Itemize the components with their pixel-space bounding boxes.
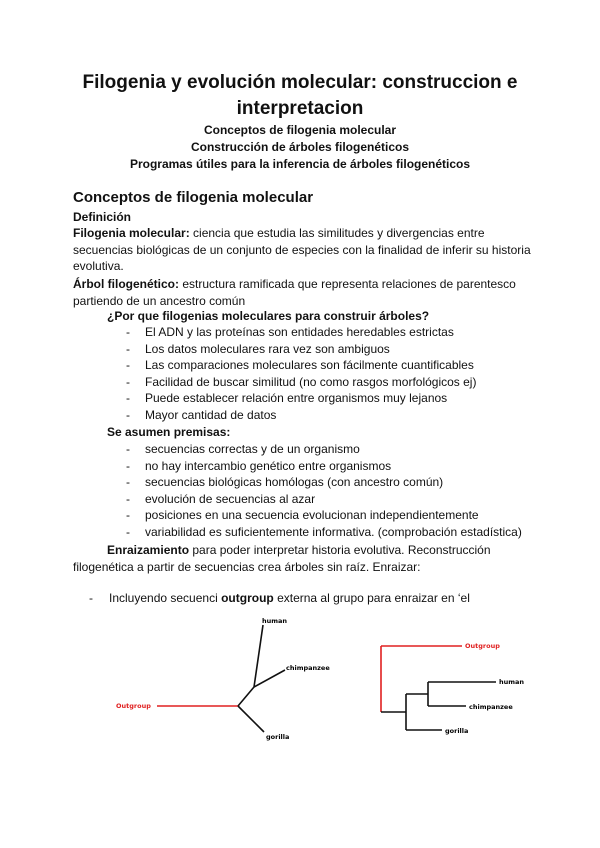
- toc-item[interactable]: Conceptos de filogenia molecular: [203, 123, 397, 137]
- list-item: - Facilidad de buscar similitud (no como rasgos morfológicos ej): [0, 374, 476, 391]
- rooting-paragraph: [73, 542, 533, 575]
- definition-term: Filogenia molecular:: [73, 226, 190, 240]
- tip-label-gorilla: gorilla: [266, 733, 290, 741]
- tip-label-human: human: [262, 617, 288, 625]
- premises-list: [0, 441, 522, 540]
- premises-heading: Se asumen premisas:: [107, 425, 231, 439]
- list-item: - variabilidad es suficientemente informativa. (comprobación estadística): [0, 524, 522, 541]
- list-item: - no hay intercambio genético entre organismos: [0, 458, 522, 475]
- rooted-tree-diagram: [370, 630, 530, 742]
- definition-filogenia: [73, 225, 533, 275]
- subheading-definition: Definición: [73, 210, 132, 224]
- list-item: - secuencias correctas y de un organismo: [0, 441, 522, 458]
- tip-label-chimpanzee: chimpanzee: [469, 703, 513, 711]
- list-item: - secuencias biológicas homólogas (con ancestro común): [0, 474, 522, 491]
- definition-text: estructura ramificada que representa relaciones de parentesco partiendo de un ancestro común: [73, 277, 516, 308]
- tip-label-gorilla: gorilla: [445, 727, 469, 735]
- tip-label-chimpanzee: chimpanzee: [286, 664, 330, 672]
- list-dash: -: [89, 591, 93, 605]
- rooting-term: Enraizamiento: [107, 543, 190, 557]
- tip-label-outgroup: Outgroup: [116, 702, 151, 710]
- why-heading: ¿Por que filogenias moleculares para construir árboles?: [107, 309, 430, 323]
- table-of-contents: [60, 122, 540, 173]
- definition-text: ciencia que estudia las similitudes y divergencias entre secuencias biológicas de un conjunto de especies con la finalidad de inferir su historia evolutiva.: [73, 226, 531, 273]
- outgroup-item-text: Incluyendo secuenci outgroup externa al grupo para enraizar en ‘el: [109, 591, 470, 605]
- list-item: - evolución de secuencias al azar: [0, 491, 522, 508]
- why-list: [0, 324, 476, 423]
- document-title: Filogenia y evolución molecular: construccion e interpretacion: [82, 72, 518, 119]
- branch-chimpanzee: [254, 670, 285, 687]
- list-item: - El ADN y las proteínas son entidades heredables estrictas: [0, 324, 476, 341]
- branch-human: [254, 625, 263, 687]
- toc-item[interactable]: Programas útiles para la inferencia de árboles filogenéticos: [129, 157, 471, 171]
- definition-arbol: [73, 276, 533, 309]
- section-heading: Conceptos de filogenia molecular: [73, 189, 314, 206]
- unrooted-tree-diagram: [100, 610, 360, 750]
- branch: [238, 687, 254, 706]
- definition-term: Árbol filogenético:: [73, 277, 179, 291]
- outgroup-term: outgroup: [221, 591, 274, 605]
- list-item: - Mayor cantidad de datos: [0, 407, 476, 424]
- tip-label-human: human: [499, 678, 525, 686]
- list-item: - Las comparaciones moleculares son fácilmente cuantificables: [0, 357, 476, 374]
- list-item: - posiciones en una secuencia evolucionan independientemente: [0, 507, 522, 524]
- rooting-text: para poder interpretar historia evolutiva. Reconstrucción filogenética a partir de secuencias crea árboles sin raíz. Enraizar:: [73, 543, 491, 574]
- toc-item[interactable]: Construcción de árboles filogenéticos: [190, 140, 410, 154]
- list-item: - Los datos moleculares rara vez son ambiguos: [0, 341, 476, 358]
- tip-label-outgroup: Outgroup: [465, 642, 500, 650]
- list-item: - Puede establecer relación entre organismos muy lejanos: [0, 390, 476, 407]
- branch-gorilla: [238, 706, 264, 732]
